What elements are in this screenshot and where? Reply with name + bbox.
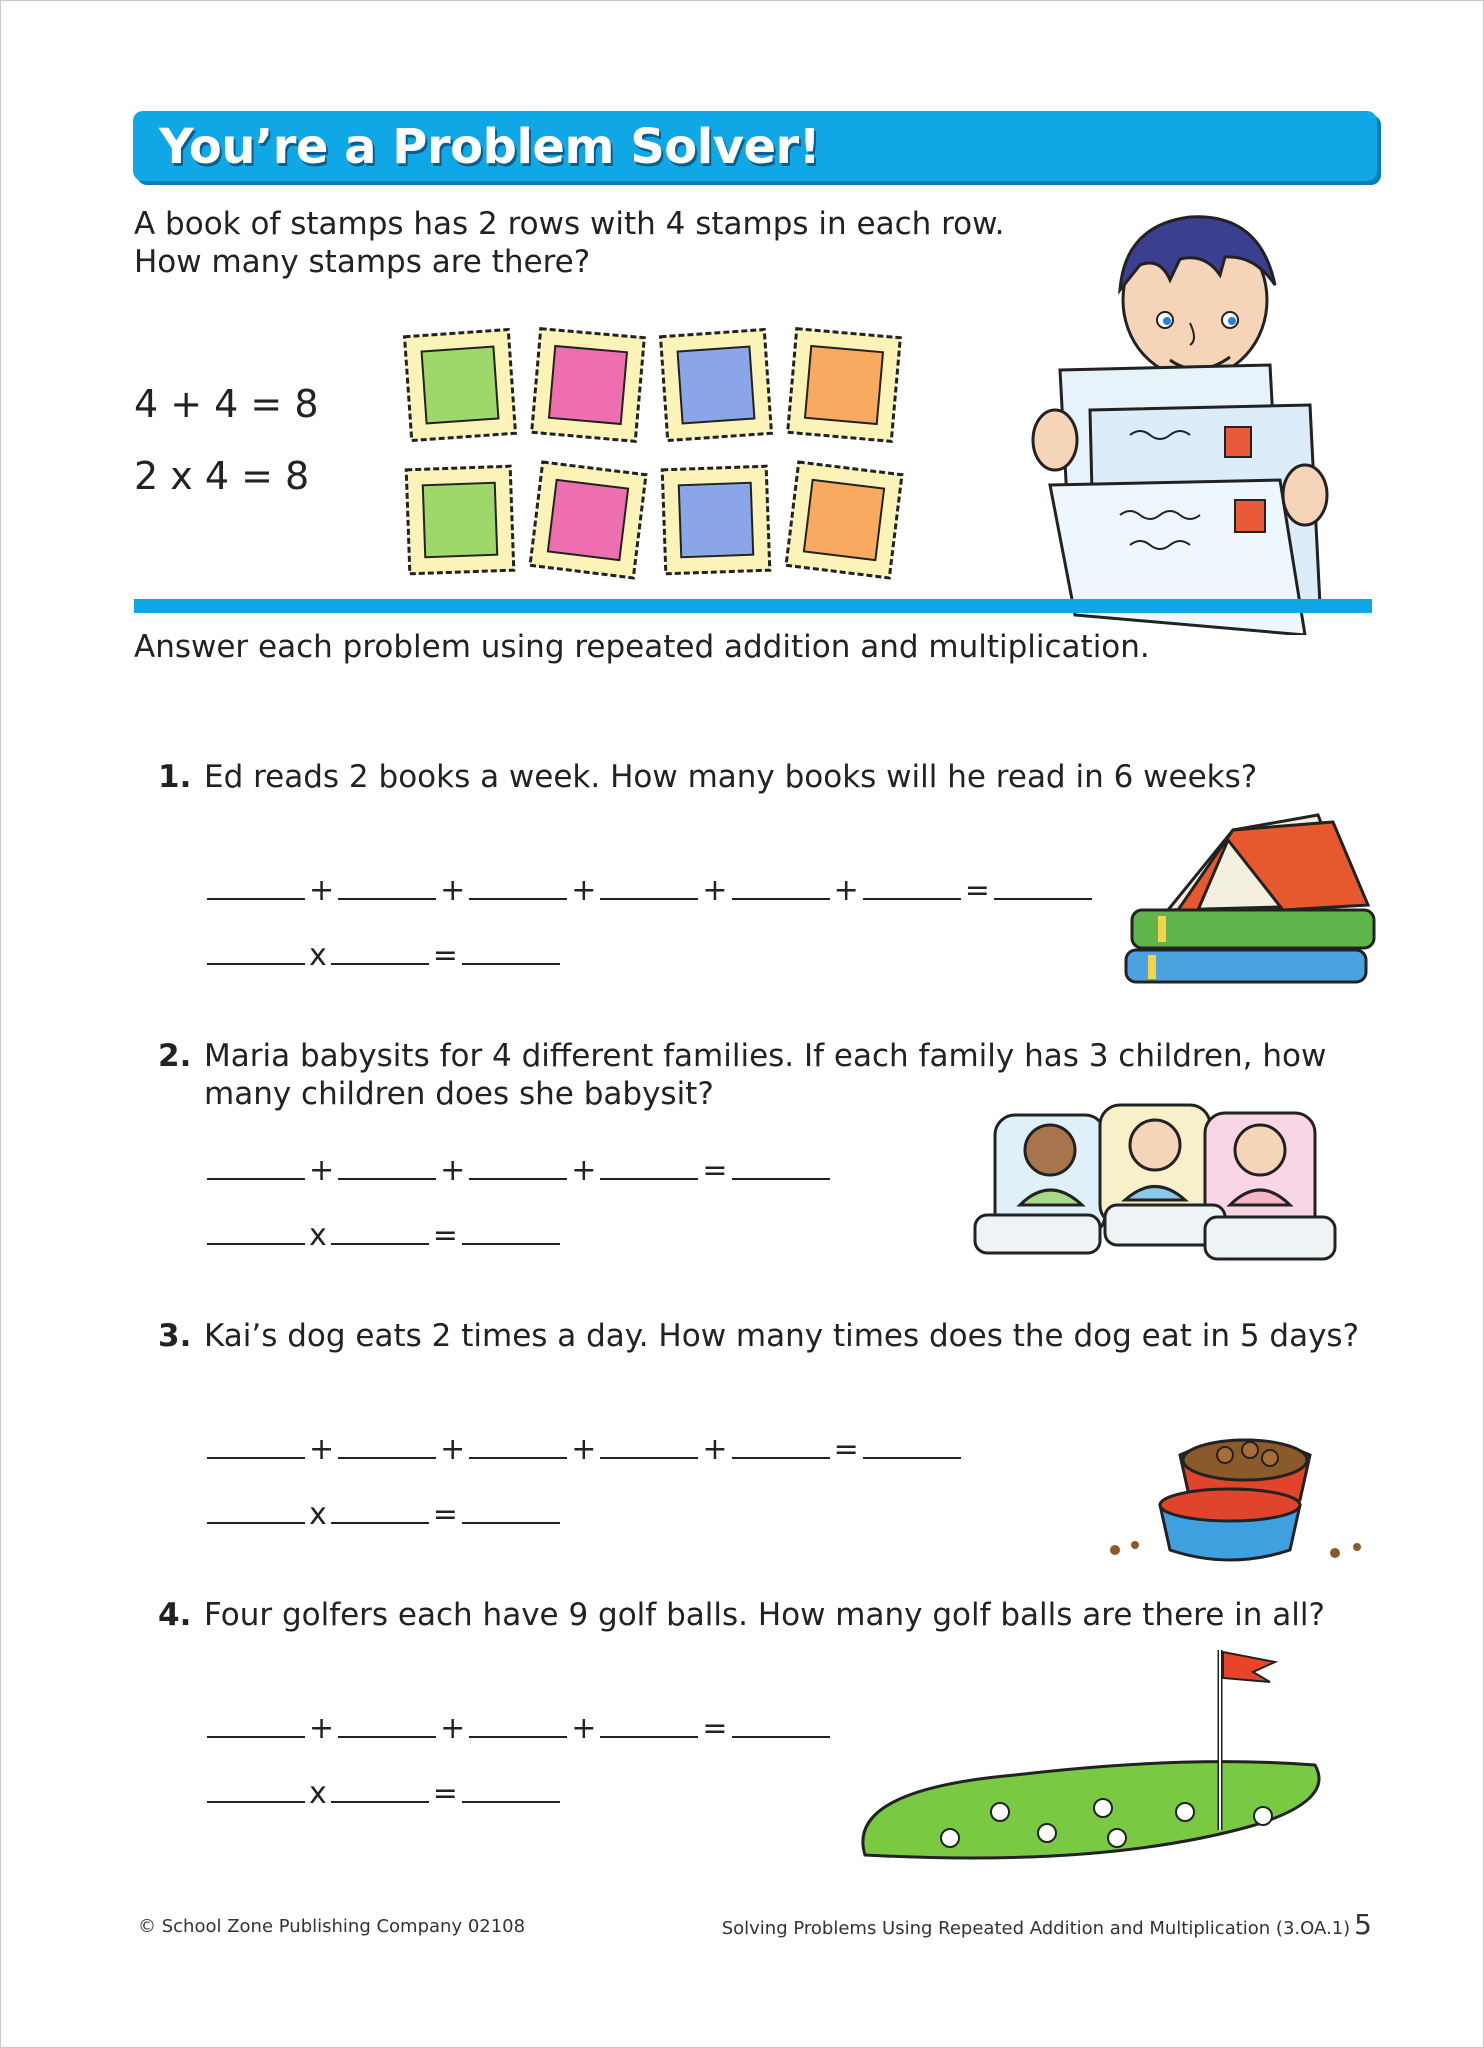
plus-sign: + [571, 873, 597, 908]
times-sign: x [309, 1497, 327, 1532]
plus-sign: + [702, 873, 728, 908]
answer-blank[interactable] [600, 1150, 698, 1180]
answer-blank[interactable] [462, 1494, 560, 1524]
answer-blank[interactable] [863, 870, 961, 900]
answer-blank[interactable] [331, 935, 429, 965]
equals-sign: = [432, 938, 458, 973]
section-divider [134, 599, 1372, 613]
answer-blank[interactable] [207, 1773, 305, 1803]
plus-sign: + [440, 1711, 466, 1746]
plus-sign: + [571, 1711, 597, 1746]
answer-blank[interactable] [863, 1429, 961, 1459]
instructions: Answer each problem using repeated addition and multiplication. [134, 629, 1150, 665]
equals-sign: = [432, 1776, 458, 1811]
example-addition: 4 + 4 = 8 [134, 382, 319, 426]
golf-green-illustration [855, 1640, 1335, 1870]
plus-sign: + [571, 1153, 597, 1188]
books-illustration [1118, 810, 1380, 990]
intro-text [134, 205, 1005, 281]
answer-blank[interactable] [600, 1429, 698, 1459]
answer-blank[interactable] [207, 1215, 305, 1245]
answer-blank[interactable] [469, 1429, 567, 1459]
equals-sign: = [432, 1218, 458, 1253]
problem-3 [158, 1317, 1384, 1355]
problem-number: 4. [158, 1597, 192, 1633]
problem-1 [158, 758, 1384, 796]
stamp [404, 329, 515, 440]
equals-sign: = [964, 873, 990, 908]
addition-line-2[interactable] [205, 1150, 832, 1188]
answer-blank[interactable] [462, 935, 560, 965]
problem-number: 1. [158, 759, 192, 795]
plus-sign: + [309, 1711, 335, 1746]
intro-line-1: A book of stamps has 2 rows with 4 stamps in each row. [134, 206, 1005, 242]
addition-line-1[interactable] [205, 870, 1094, 908]
problem-text: Four golfers each have 9 golf balls. How many golf balls are there in all? [204, 1597, 1325, 1633]
answer-blank[interactable] [338, 1708, 436, 1738]
footer-standard-text: Solving Problems Using Repeated Addition and Multiplication (3.OA.1) [721, 1918, 1351, 1939]
example-multiplication: 2 x 4 = 8 [134, 454, 310, 498]
answer-blank[interactable] [207, 870, 305, 900]
answer-blank[interactable] [732, 1429, 830, 1459]
answer-blank[interactable] [994, 870, 1092, 900]
answer-blank[interactable] [338, 1150, 436, 1180]
babies-illustration [970, 1095, 1370, 1275]
addition-line-3[interactable] [205, 1429, 963, 1467]
times-sign: x [309, 1776, 327, 1811]
stamp [660, 329, 771, 440]
title-banner [133, 111, 1377, 181]
equals-sign: = [432, 1497, 458, 1532]
multiplication-line-3[interactable] [205, 1494, 562, 1532]
answer-blank[interactable] [331, 1773, 429, 1803]
intro-line-2: How many stamps are there? [134, 244, 591, 280]
answer-blank[interactable] [469, 870, 567, 900]
plus-sign: + [440, 1432, 466, 1467]
answer-blank[interactable] [207, 935, 305, 965]
problem-4 [158, 1596, 1384, 1634]
answer-blank[interactable] [207, 1708, 305, 1738]
answer-blank[interactable] [331, 1215, 429, 1245]
problem-number: 3. [158, 1318, 192, 1354]
answer-blank[interactable] [732, 1708, 830, 1738]
answer-blank[interactable] [462, 1215, 560, 1245]
footer-standard [722, 1908, 1372, 1941]
multiplication-line-4[interactable] [205, 1773, 562, 1811]
page-number: 5 [1354, 1908, 1372, 1941]
stamp [406, 466, 514, 574]
plus-sign: + [440, 1153, 466, 1188]
plus-sign: + [309, 873, 335, 908]
answer-blank[interactable] [469, 1150, 567, 1180]
stamp [788, 329, 901, 442]
answer-blank[interactable] [207, 1429, 305, 1459]
plus-sign: + [571, 1432, 597, 1467]
stamps-illustration [400, 325, 910, 585]
multiplication-line-2[interactable] [205, 1215, 562, 1253]
equals-sign: = [702, 1711, 728, 1746]
answer-blank[interactable] [207, 1494, 305, 1524]
answer-blank[interactable] [469, 1708, 567, 1738]
plus-sign: + [309, 1432, 335, 1467]
equals-sign: = [702, 1153, 728, 1188]
boy-with-letters-illustration [1020, 195, 1340, 635]
stamp [662, 466, 770, 574]
problem-text: Maria babysits for 4 different families. If each family has 3 children, how many children does she babysit? [204, 1038, 1327, 1112]
problem-text: Ed reads 2 books a week. How many books will he read in 6 weeks? [204, 759, 1258, 795]
answer-blank[interactable] [732, 1150, 830, 1180]
answer-blank[interactable] [331, 1494, 429, 1524]
answer-blank[interactable] [600, 870, 698, 900]
problem-number: 2. [158, 1038, 192, 1074]
answer-blank[interactable] [207, 1150, 305, 1180]
plus-sign: + [833, 873, 859, 908]
plus-sign: + [309, 1153, 335, 1188]
answer-blank[interactable] [338, 870, 436, 900]
stamp [786, 462, 902, 578]
times-sign: x [309, 1218, 327, 1253]
times-sign: x [309, 938, 327, 973]
multiplication-line-1[interactable] [205, 935, 562, 973]
answer-blank[interactable] [732, 870, 830, 900]
answer-blank[interactable] [338, 1429, 436, 1459]
answer-blank[interactable] [600, 1708, 698, 1738]
page-title: You’re a Problem Solver! [159, 119, 821, 175]
stamp [530, 462, 646, 578]
equals-sign: = [833, 1432, 859, 1467]
addition-line-4[interactable] [205, 1708, 832, 1746]
plus-sign: + [440, 873, 466, 908]
plus-sign: + [702, 1432, 728, 1467]
dog-bowl-illustration [1095, 1425, 1375, 1570]
footer-copyright: © School Zone Publishing Company 02108 [138, 1916, 526, 1937]
problem-text: Kai’s dog eats 2 times a day. How many times does the dog eat in 5 days? [204, 1318, 1360, 1354]
stamp [532, 329, 645, 442]
answer-blank[interactable] [462, 1773, 560, 1803]
